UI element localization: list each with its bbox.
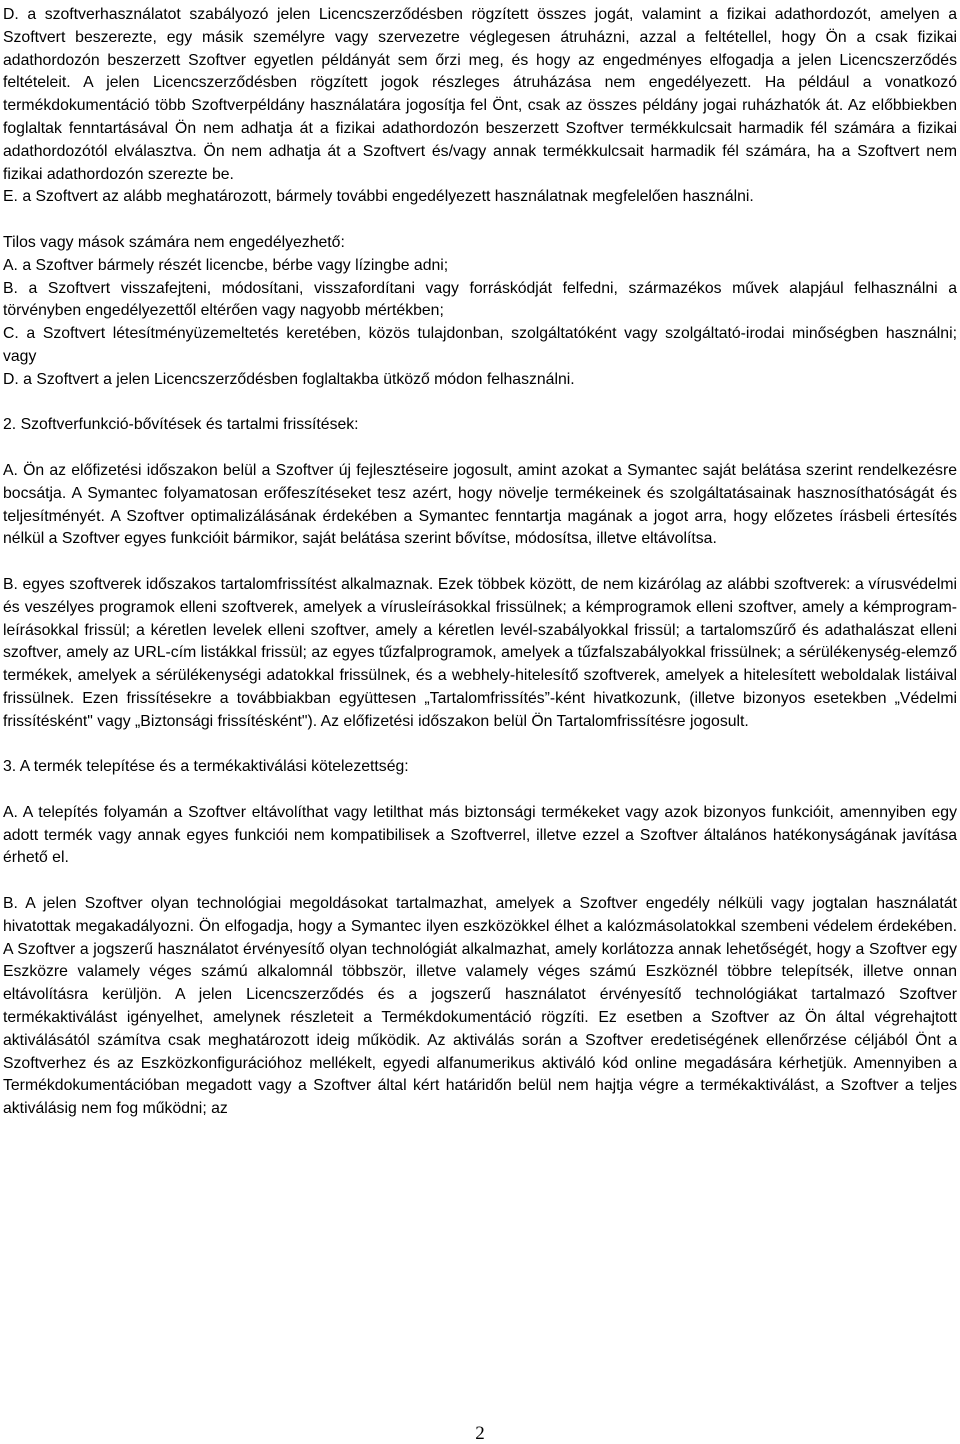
paragraph: A. A telepítés folyamán a Szoftver eltávolíthat vagy letilthat más biztonsági termékeket vagy azok bizonyos funkcióit, amennyiben egy adott termék vagy annak egyes funkciói nem kompatibilisek a Szoftverrel, illetve ezzel a Szoftver általános hatékonyságának javítása érhető el. [3,803,957,867]
document-page [3,4,957,1444]
blank-line [3,779,957,802]
page-number: 2 [475,1423,485,1444]
blank-line [3,437,957,460]
text-line: 2. Szoftverfunkció-bővítések és tartalmi frissítések: [3,416,359,434]
paragraph: D. a szoftverhasználatot szabályozó jelen Licencszerződésben rögzített összes jogát, valamint a fizikai adathordozót, amelyen a Szoftvert beszerezte, egy másik személyre vagy szervezetre véglegesen átruházni, azzal a feltétellel, hogy Ön a csak fizikai adathordozón beszerzett Szoftver egyetlen példányát sem őrzi meg, és hogy az engedményes elfogadja a jelen Licencszerződés feltételeit. A jelen Licencszerződésben rögzített jogok részleges átruházása nem engedélyezett. Ha például a vonatkozó termékdokumentáció több Szoftverpéldány használatára jogosítja fel Önt, csak az összes példány jogai ruházhatók át. Az előbbiekben foglaltak fenntartásával Ön nem adhatja át a fizikai adathordozón beszerzett Szoftver termékkulcsait harmadik fél számára a fizikai adathordozótól elválasztva. Ön nem adhatja át a Szoftvert és/vagy annak termékkulcsait harmadik fél számára, ha a Szoftvert nem fizikai adathordozón szerezte be. [3,6,957,183]
blank-line [3,551,957,574]
blank-line [3,870,957,893]
text-line: D. a Szoftvert a jelen Licencszerződésben foglaltakba ütköző módon felhasználni. [3,370,575,388]
blank-line [3,392,957,415]
paragraph: B. A jelen Szoftver olyan technológiai megoldásokat tartalmazhat, amelyek a Szoftver engedély nélküli vagy jogtalan használatát hivatottak megakadályozni. Ön elfogadja, hogy a Symantec ilyen eszközökkel élhet a kalózmásolatokkal szembeni védelem érdekében. A Szoftver a jogszerű használatot érvényesítő olyan technológiát alkalmazhat, amely korlátozza annak lehetőségét, hogy a Szoftver egy Eszközre valamely véges számú alkalomnál többször, illetve valamely véges számú Eszköznél többre telepítsék, illetve onnan eltávolításra kerüljön. A jelen Licencszerződés és a jogszerű használatot érvényesítő technológiákat tartalmazó Szoftver termékaktiválást igényelhet, amelynek részleteit a Termékdokumentáció rögzíti. Ez esetben a Szoftver az Ön által végrehajtott aktiválásától számítva csak meghatározott ideig működik. Az aktiválás során a Szoftver eredetiségének ellenőrzése céljából Önt a Szoftverhez és az Eszközkonfigurációhoz mellékelt, egyedi alfanumerikus aktiváló kód online megadására kérhetjük. Amennyiben a Termékdokumentációban megadott vagy a Szoftver által kért határidőn belül nem hajtja végre a termékaktiválást, a Szoftver a teljes aktiválásig nem fog működni; az [3,895,957,1118]
text-line: Tilos vagy mások számára nem engedélyezhető: [3,233,345,251]
blank-line [3,734,957,757]
paragraph: B. a Szoftvert visszafejteni, módosítani, visszafordítani vagy forráskódját felfedni, származékos művek alapjául felhasználni a törvényben engedélyezettől eltérően vagy nagyobb mértékben; [3,279,957,320]
paragraph: E. a Szoftvert az alább meghatározott, bármely további engedélyezett használatnak megfelelően használni. [3,188,754,206]
text-line: 3. A termék telepítése és a termékaktiválási kötelezettség: [3,758,409,776]
paragraph: C. a Szoftvert létesítményüzemeltetés keretében, közös tulajdonban, szolgáltatóként vagy szolgáltató-irodai minőségben használni; vagy [3,325,957,365]
paragraph: A. Ön az előfizetési időszakon belül a Szoftver új fejlesztéseire jogosult, amint azokat a Symantec saját belátása szerint rendelkezésre bocsátja. A Symantec folyamatosan erőfeszítéseket tesz azért, hogy növelje termékeinek és szolgáltatásainak hasznosíthatóságát és teljesítményét. A Szoftver optimalizálásának érdekében a Symantec fenntartja magának a jogot arra, hogy előzetes írásbeli értesítés nélkül a Szoftver egyes funkcióit bármikor, saját belátása szerint bővítse, módosítsa, illetve eltávolítsa. [3,461,957,548]
paragraph: B. egyes szoftverek időszakos tartalomfrissítést alkalmaznak. Ezek többek között, de nem kizárólag az alábbi szoftverek: a vírusvédelmi és veszélyes programok elleni szoftverek, amelyek a vírusleírásokkal frissülnek; a kémprogramok elleni szoftver, amely a kémprogram-leírásokkal frissül; a kéretlen levelek elleni szoftver, amely a kéretlen levél-szabályokkal frissül; a tartalomszűrő és adathalászat elleni szoftver, amely az URL-cím listákkal frissül; az egyes tűzfalprogramok, amelyek a tűzfalszabályokkal frissülnek; a sérülékenység-elemző termékek, amelyek a sérülékenységi adatokkal frissülnek, és a webhely-hitelesítő szoftverek, amelyek a hitelesített weboldalak listáival frissülnek. Ezen frissítésekre a továbbiakban együttesen „Tartalomfrissítés”-ként hivatkozunk, (illetve bizonyos esetekben „Védelmi frissítésként" vagy „Biztonsági frissítésként"). Az előfizetési időszakon belül Ön Tartalomfrissítésre jogosult. [3,575,957,730]
blank-line [3,209,957,232]
text-line: A. a Szoftver bármely részét licencbe, bérbe vagy lízingbe adni; [3,256,449,274]
document-body [3,4,957,1121]
